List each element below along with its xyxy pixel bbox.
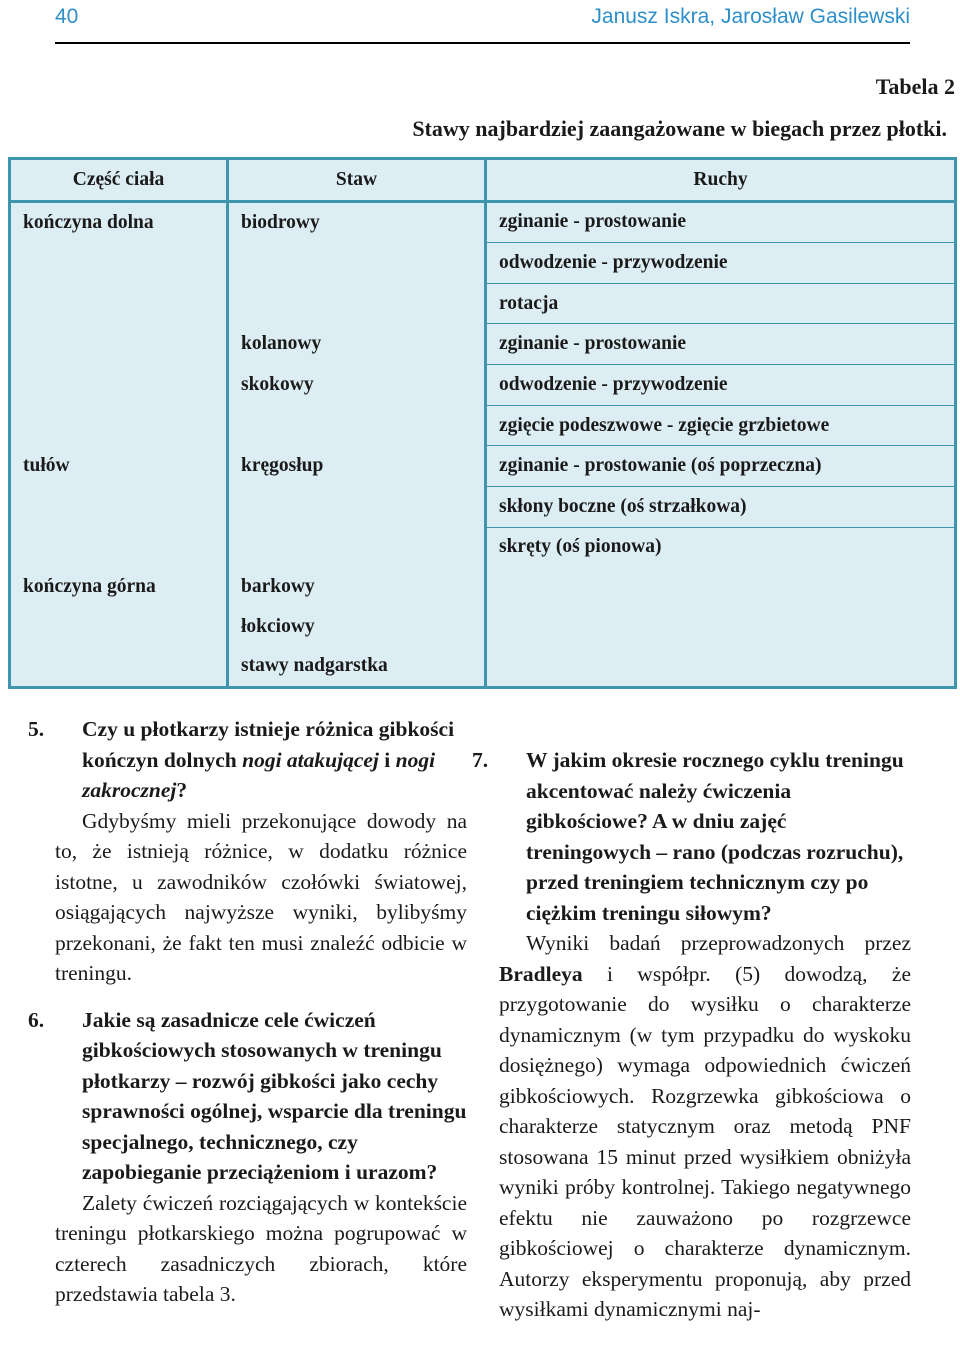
cell-part <box>10 607 228 647</box>
cell-joint: barkowy <box>228 567 486 607</box>
cell-joint <box>228 283 486 324</box>
table-row <box>10 567 956 607</box>
table-row <box>10 365 956 406</box>
table-row <box>10 446 956 487</box>
joints-table <box>8 157 957 689</box>
cell-movement: skręty (oś pionowa) <box>486 527 956 567</box>
table-row <box>10 201 956 243</box>
question-number: 6. <box>28 1007 45 1032</box>
running-head-authors: Janusz Iskra, Jarosław Gasilewski <box>591 5 910 28</box>
question-text: Jakie są zasadnicze cele ćwiczeń gibkościowych stosowanych w treningu płotkarzy – rozwój gibkości jako cechy sprawności ogólnej, wsparcie dla treningu specjalnego, technicznego, czy zapobieganie przeciążeniom i urazom? <box>82 1007 467 1184</box>
cell-part <box>10 243 228 284</box>
answer-6: Zalety ćwiczeń rozciągających w kontekście treningu płotkarskiego można pogrupować w czterech zasadniczych zbiorach, które przedstawia tabela 3. <box>55 1190 467 1306</box>
cell-movement: zginanie - prostowanie <box>486 201 956 243</box>
table-caption: Stawy najbardziej zaangażowane w biegach przez płotki. <box>412 116 947 141</box>
cell-movement: odwodzenie - przywodzenie <box>486 365 956 406</box>
cell-joint: kręgosłup <box>228 446 486 487</box>
table-row <box>10 283 956 324</box>
table-row <box>10 405 956 446</box>
cell-movement: odwodzenie - przywodzenie <box>486 243 956 284</box>
cell-joint <box>228 527 486 567</box>
cell-part <box>10 324 228 365</box>
table-row <box>10 646 956 687</box>
cell-movement: rotacja <box>486 283 956 324</box>
table-row <box>10 243 956 284</box>
cell-movement: zginanie - prostowanie (oś poprzeczna) <box>486 446 956 487</box>
cell-joint <box>228 243 486 284</box>
header-rule <box>55 42 910 44</box>
cell-joint: łokciowy <box>228 607 486 647</box>
cell-part <box>10 527 228 567</box>
cell-part: tułów <box>23 455 70 477</box>
question-7 <box>472 745 911 928</box>
question-5 <box>28 714 467 806</box>
cell-part <box>10 486 228 527</box>
question-text: ? <box>176 778 188 802</box>
answer-5: Gdybyśmy mieli przekonujące dowody na to, że istnieją różnice, w dodatku różnice istotne, u zawodników czołówki światowej, osiągających najwyższe wyniki, bylibyśmy przekonani, że fakt ten musi znaleźć odbicie w treningu. <box>55 808 467 985</box>
column-header-joint: Staw <box>228 159 486 202</box>
cell-part: kończyna dolna <box>23 211 154 233</box>
table-label: Tabela 2 <box>875 74 955 99</box>
cell-part: kończyna górna <box>23 575 156 597</box>
table-row <box>10 486 956 527</box>
cell-joint: stawy nadgarstka <box>228 646 486 687</box>
answer-text: Wyniki badań przeprowadzonych przez <box>526 931 911 955</box>
cell-part <box>10 283 228 324</box>
cell-part <box>10 646 228 687</box>
question-text-italic: nogi zakrocznej <box>82 747 436 802</box>
cell-joint: kolanowy <box>228 324 486 365</box>
question-6 <box>28 1005 467 1188</box>
column-header-part: Część ciała <box>10 159 228 202</box>
cell-part <box>10 405 228 446</box>
cell-joint <box>228 405 486 446</box>
right-text-column <box>472 745 911 1325</box>
cell-movement <box>486 646 956 687</box>
question-text: Czy u płotkarzy istnieje różnica gibkości kończyn dolnych <box>82 717 455 772</box>
table-header-row <box>10 159 956 202</box>
cell-movement <box>486 607 956 647</box>
page-header <box>0 0 960 46</box>
answer-7 <box>499 928 911 1325</box>
cell-joint: biodrowy <box>228 201 486 243</box>
table-row <box>10 607 956 647</box>
left-text-column <box>28 714 467 1310</box>
question-number: 7. <box>472 748 489 772</box>
cell-joint: skokowy <box>228 365 486 406</box>
table-row <box>10 527 956 567</box>
question-text-italic: nogi atakującej <box>242 747 379 772</box>
question-number: 5. <box>28 717 45 741</box>
cell-movement: zginanie - prostowanie <box>486 324 956 365</box>
author-name-bold: Bradleya <box>499 961 583 986</box>
cell-movement: zgięcie podeszwowe - zgięcie grzbietowe <box>486 405 956 446</box>
cell-part <box>10 365 228 406</box>
cell-joint <box>228 486 486 527</box>
cell-movement: skłony boczne (oś strzałkowa) <box>486 486 956 527</box>
table-row <box>10 324 956 365</box>
column-header-movements: Ruchy <box>486 159 956 202</box>
page-number: 40 <box>55 5 79 28</box>
cell-movement <box>486 567 956 607</box>
question-text: i <box>378 747 396 772</box>
question-text: W jakim okresie rocznego cyklu treningu akcentować należy ćwiczenia gibkościowe? A w dniu zajęć treningowych – rano (podczas rozruchu), przed treningiem technicznym czy po ciężkim treningu siłowym? <box>526 748 904 925</box>
answer-text: i współpr. (5) dowodzą, że przygotowanie do wysiłku o charakterze dynamicznym (w tym przypadku do wyskoku dosiężnego) wymaga odpowiednich ćwiczeń gibkościowych. Rozgrzewka gibkościowa o charakterze statycznym oraz metodą PNF stosowana 15 minut przed wysiłkiem obniżyła wyniki próby kontrolnej. Takiego negatywnego efektu nie zauważono po rozgrzewce gibkościowej o charakterze dynamicznym. Autorzy eksperymentu proponują, aby przed wysiłkami dynamicznymi naj- <box>499 961 911 1321</box>
